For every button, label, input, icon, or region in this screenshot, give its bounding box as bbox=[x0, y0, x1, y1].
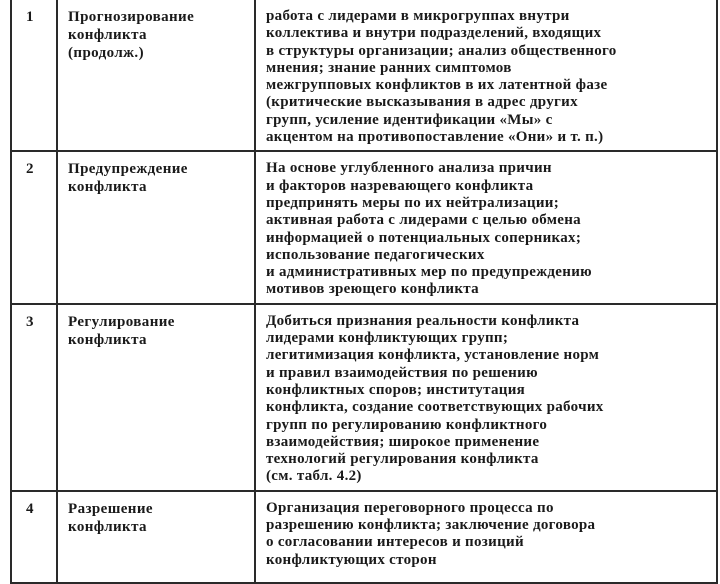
table-row bbox=[11, 0, 717, 151]
stage-line: Регулирование bbox=[68, 313, 175, 330]
content-line: в структуры организации; анализ общественного bbox=[266, 42, 617, 59]
content-line: предпринять меры по их нейтрализации; bbox=[266, 194, 560, 211]
content-line: использование педагогических bbox=[266, 246, 485, 263]
content-line: о согласовании интересов и позиций bbox=[266, 534, 524, 551]
content-line: разрешению конфликта; заключение договора bbox=[266, 517, 596, 534]
content-line: Организация переговорного процесса по bbox=[266, 499, 554, 516]
content-line: конфликтующих сторон bbox=[266, 551, 437, 568]
content-line: Добиться признания реальности конфликта bbox=[266, 312, 580, 329]
row-number-cell bbox=[11, 304, 57, 491]
stage-cell bbox=[57, 491, 255, 583]
stage-line: Прогнозирование bbox=[68, 9, 195, 25]
stage-line: конфликта bbox=[68, 179, 147, 196]
content-line: технологий регулирования конфликта bbox=[266, 451, 539, 468]
stage-description bbox=[256, 492, 716, 573]
stage-line: конфликта bbox=[68, 27, 147, 43]
stage-cell bbox=[57, 304, 255, 491]
row-number: 2 bbox=[26, 161, 34, 178]
table-body bbox=[11, 0, 717, 583]
content-line: групп по регулированию конфликтного bbox=[266, 416, 548, 433]
content-line: коллектива и внутри подразделений, входящих bbox=[266, 25, 602, 42]
content-line: и факторов назревающего конфликта bbox=[266, 177, 534, 194]
content-line: мотивов зреющего конфликта bbox=[266, 281, 479, 298]
content-line: межгрупповых конфликтов в их латентной фазе bbox=[266, 77, 608, 94]
stage-name bbox=[58, 0, 254, 62]
row-number-cell bbox=[11, 151, 57, 303]
content-line: На основе углубленного анализа причин bbox=[266, 160, 552, 177]
content-cell bbox=[255, 151, 717, 303]
stage-line: Предупреждение bbox=[68, 161, 188, 178]
content-cell bbox=[255, 491, 717, 583]
content-line: мнения; знание ранних симптомов bbox=[266, 59, 512, 76]
row-number-cell bbox=[11, 491, 57, 583]
content-line: (см. табл. 4.2) bbox=[266, 468, 362, 485]
content-line: легитимизация конфликта, установление норм bbox=[266, 347, 600, 364]
stage-name bbox=[58, 152, 254, 196]
conflict-management-table bbox=[10, 0, 718, 584]
content-line: активная работа с лидерами с целью обмена bbox=[266, 212, 581, 229]
table-row bbox=[11, 304, 717, 491]
row-number: 3 bbox=[26, 313, 34, 330]
stage-description bbox=[256, 305, 716, 490]
stage-line: конфликта bbox=[68, 331, 147, 348]
stage-name bbox=[58, 305, 254, 349]
stage-line: конфликта bbox=[68, 518, 147, 535]
stage-line: Разрешение bbox=[68, 500, 153, 517]
stage-description bbox=[256, 0, 716, 150]
row-number: 1 bbox=[26, 9, 34, 25]
stage-description bbox=[256, 152, 716, 302]
stage-cell bbox=[57, 0, 255, 151]
content-line: взаимодействия; широкое применение bbox=[266, 433, 540, 450]
content-line: акцентом на противопоставление «Они» и т. п.) bbox=[266, 129, 604, 146]
content-line: (критические высказывания в адрес других bbox=[266, 94, 578, 111]
content-line: и правил взаимодействия по решению bbox=[266, 364, 538, 381]
stage-cell bbox=[57, 151, 255, 303]
table-row bbox=[11, 491, 717, 583]
content-line: конфликтных споров; институтация bbox=[266, 381, 526, 398]
content-line: работа с лидерами в микрогруппах внутри bbox=[266, 8, 570, 24]
content-cell bbox=[255, 304, 717, 491]
table-row bbox=[11, 151, 717, 303]
content-line: конфликта, создание соответствующих рабочих bbox=[266, 399, 604, 416]
content-line: лидерами конфликтующих групп; bbox=[266, 330, 509, 347]
content-line: групп, усиление идентификации «Мы» с bbox=[266, 111, 553, 128]
row-number-cell bbox=[11, 0, 57, 151]
content-line: и административных мер по предупреждению bbox=[266, 264, 592, 281]
stage-line: (продолж.) bbox=[68, 45, 144, 61]
content-cell bbox=[255, 0, 717, 151]
content-line: информацией о потенциальных соперниках; bbox=[266, 229, 582, 246]
stage-name bbox=[58, 492, 254, 536]
row-number: 4 bbox=[26, 500, 34, 517]
